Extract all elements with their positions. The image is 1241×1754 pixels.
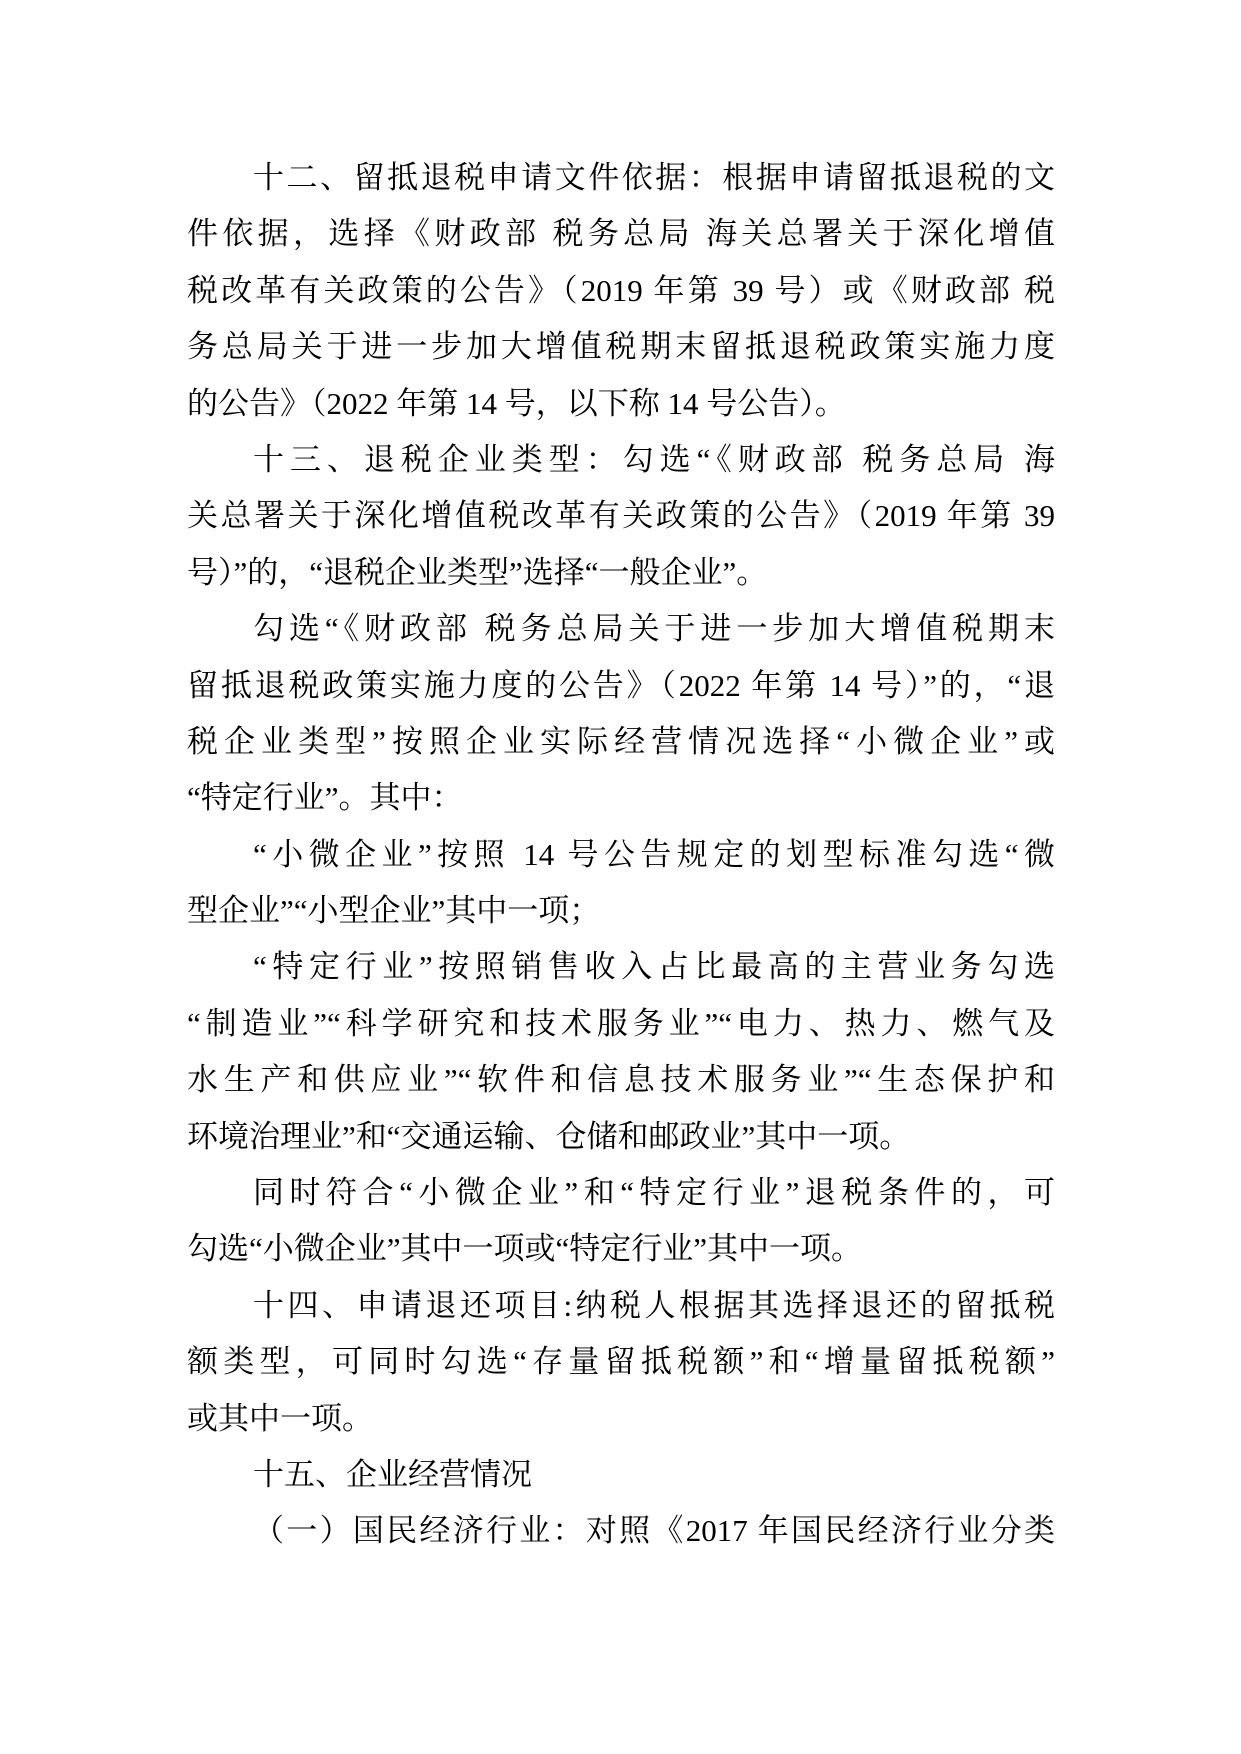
paragraph-item-15-1 <box>187 1503 1055 1559</box>
text-line: 额类型，可同时勾选“存量留抵税额”和“增量留抵税额” <box>187 1344 1055 1380</box>
paragraph-item-13-5 <box>187 1165 1055 1278</box>
text-line: 十五、企业经营情况 <box>253 1456 532 1492</box>
text-line: 务总局关于进一步加大增值税期末留抵退税政策实施力度 <box>187 329 1055 365</box>
text-line: 或其中一项。 <box>187 1400 373 1436</box>
text-line: 同时符合“小微企业”和“特定行业”退税条件的，可 <box>253 1175 1055 1211</box>
paragraph-item-15 <box>187 1447 1055 1503</box>
text-line: 勾选“《财政部 税务总局关于进一步加大增值税期末 <box>253 611 1055 647</box>
paragraph-item-12 <box>187 150 1055 432</box>
text-line: “特定行业”按照销售收入占比最高的主营业务勾选 <box>253 949 1055 985</box>
paragraph-item-13-3 <box>187 827 1055 940</box>
text-line: “特定行业”。其中： <box>187 780 463 816</box>
text-line: 水生产和供应业”“软件和信息技术服务业”“生态保护和 <box>187 1062 1055 1098</box>
text-line: 税企业类型”按照企业实际经营情况选择“小微企业”或 <box>187 723 1055 759</box>
text-line: 勾选“小微企业”其中一项或“特定行业”其中一项。 <box>187 1231 863 1267</box>
text-line: “小微企业”按照 14 号公告规定的划型标准勾选“微 <box>253 836 1055 872</box>
text-line: （一）国民经济行业：对照《2017 年国民经济行业分类 <box>253 1513 1055 1549</box>
text-line: 关总署关于深化增值税改革有关政策的公告》（2019 年第 39 <box>187 498 1055 534</box>
document-text-block <box>187 150 1055 1560</box>
text-line: 的公告》（2022 年第 14 号，以下称 14 号公告）。 <box>187 385 846 421</box>
text-line: 环境治理业”和“交通运输、仓储和邮政业”其中一项。 <box>187 1118 911 1154</box>
paragraph-item-13-2 <box>187 601 1055 827</box>
text-line: “制造业”“科学研究和技术服务业”“电力、热力、燃气及 <box>187 1005 1055 1041</box>
text-line: 型企业”“小型企业”其中一项； <box>187 893 601 929</box>
paragraph-item-14 <box>187 1278 1055 1447</box>
text-line: 十四、申请退还项目:纳税人根据其选择退还的留抵税 <box>253 1287 1055 1323</box>
text-line: 十三、退税企业类型：勾选“《财政部 税务总局 海 <box>253 441 1055 477</box>
paragraph-item-13-4 <box>187 939 1055 1165</box>
text-line: 件依据，选择《财政部 税务总局 海关总署关于深化增值 <box>187 216 1055 252</box>
text-line: 号）”的，“退税企业类型”选择“一般企业”。 <box>187 554 768 590</box>
text-line: 税改革有关政策的公告》（2019 年第 39 号）或《财政部 税 <box>187 272 1055 308</box>
paragraph-item-13 <box>187 432 1055 601</box>
text-line: 十二、留抵退税申请文件依据：根据申请留抵退税的文 <box>253 160 1055 195</box>
text-line: 留抵退税政策实施力度的公告》（2022 年第 14 号）”的，“退 <box>187 667 1055 703</box>
